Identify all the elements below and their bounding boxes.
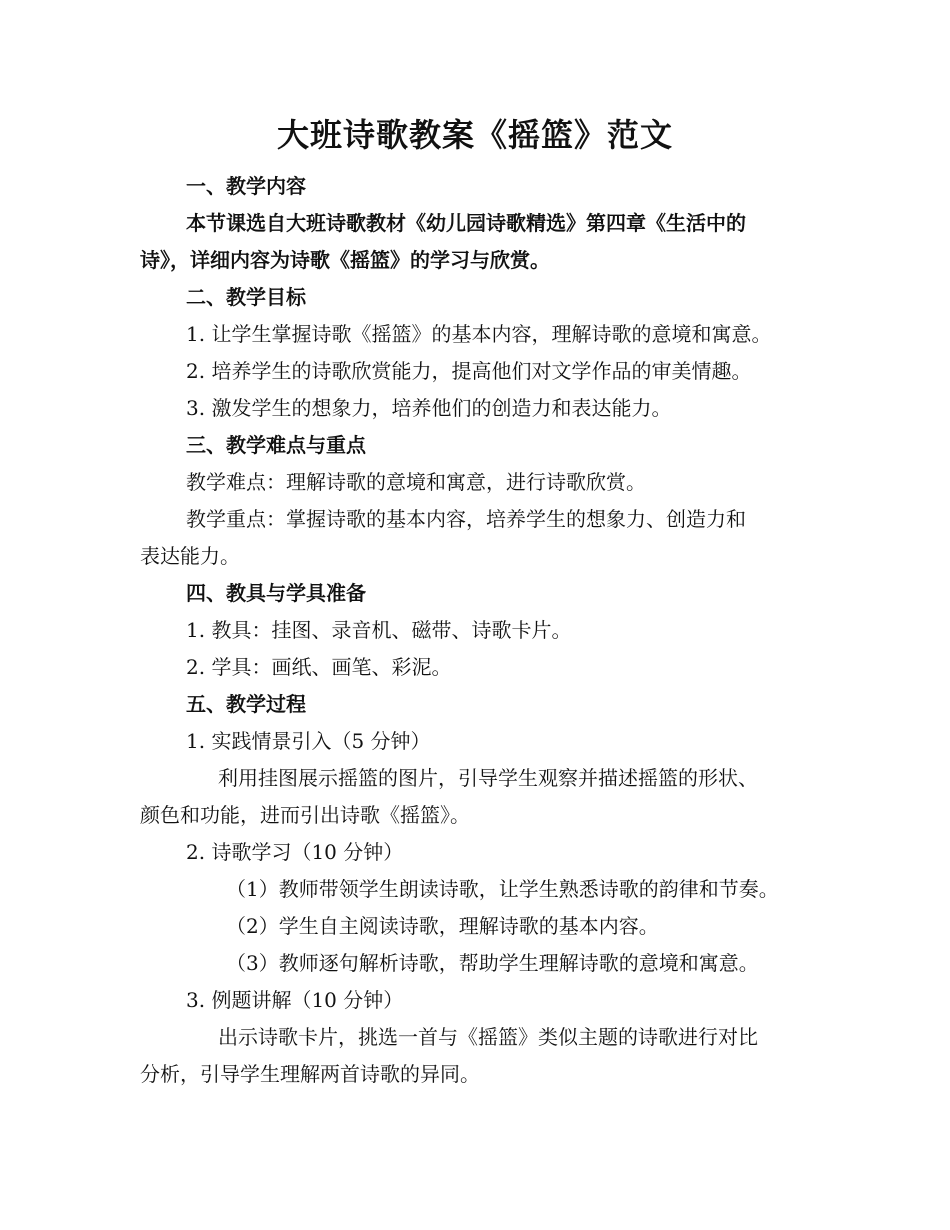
section-heading-difficulty: 三、教学难点与重点: [186, 433, 366, 457]
section-heading-materials: 四、教具与学具准备: [186, 581, 366, 605]
paragraph-line: 分析，引导学生理解两首诗歌的异同。: [140, 1062, 480, 1086]
section-heading-objectives: 二、教学目标: [186, 285, 306, 309]
page-title: 大班诗歌教案《摇篮》范文: [276, 116, 673, 154]
list-item: 1. 让学生掌握诗歌《摇篮》的基本内容，理解诗歌的意境和寓意。: [186, 322, 772, 346]
paragraph-line: 教学难点：理解诗歌的意境和寓意，进行诗歌欣赏。: [186, 470, 646, 494]
paragraph-line: 出示诗歌卡片，挑选一首与《摇篮》类似主题的诗歌进行对比: [218, 1025, 758, 1049]
step-title: 3. 例题讲解（10 分钟）: [186, 988, 404, 1012]
list-item: 2. 培养学生的诗歌欣赏能力，提高他们对文学作品的审美情趣。: [186, 359, 752, 383]
step-title: 1. 实践情景引入（5 分钟）: [186, 729, 431, 753]
section-heading-content: 一、教学内容: [186, 174, 306, 198]
paragraph-line: 颜色和功能，进而引出诗歌《摇篮》。: [140, 803, 470, 827]
list-item: 3. 激发学生的想象力，培养他们的创造力和表达能力。: [186, 396, 672, 420]
paragraph-line: 教学重点：掌握诗歌的基本内容，培养学生的想象力、创造力和: [186, 507, 746, 531]
paragraph-line: 诗》，详细内容为诗歌《摇篮》的学习与欣赏。: [140, 248, 550, 272]
list-item: 1. 教具：挂图、录音机、磁带、诗歌卡片。: [186, 618, 572, 642]
paragraph-line: 表达能力。: [140, 544, 240, 568]
paragraph-line: 本节课选自大班诗歌教材《幼儿园诗歌精选》第四章《生活中的: [186, 211, 746, 235]
paragraph-line: 利用挂图展示摇篮的图片，引导学生观察并描述摇篮的形状、: [218, 766, 758, 790]
sub-item: （2）学生自主阅读诗歌，理解诗歌的基本内容。: [226, 914, 659, 938]
sub-item: （3）教师逐句解析诗歌，帮助学生理解诗歌的意境和寓意。: [226, 951, 759, 975]
section-heading-process: 五、教学过程: [186, 692, 306, 716]
list-item: 2. 学具：画纸、画笔、彩泥。: [186, 655, 452, 679]
sub-item: （1）教师带领学生朗读诗歌，让学生熟悉诗歌的韵律和节奏。: [226, 877, 779, 901]
step-title: 2. 诗歌学习（10 分钟）: [186, 840, 404, 864]
